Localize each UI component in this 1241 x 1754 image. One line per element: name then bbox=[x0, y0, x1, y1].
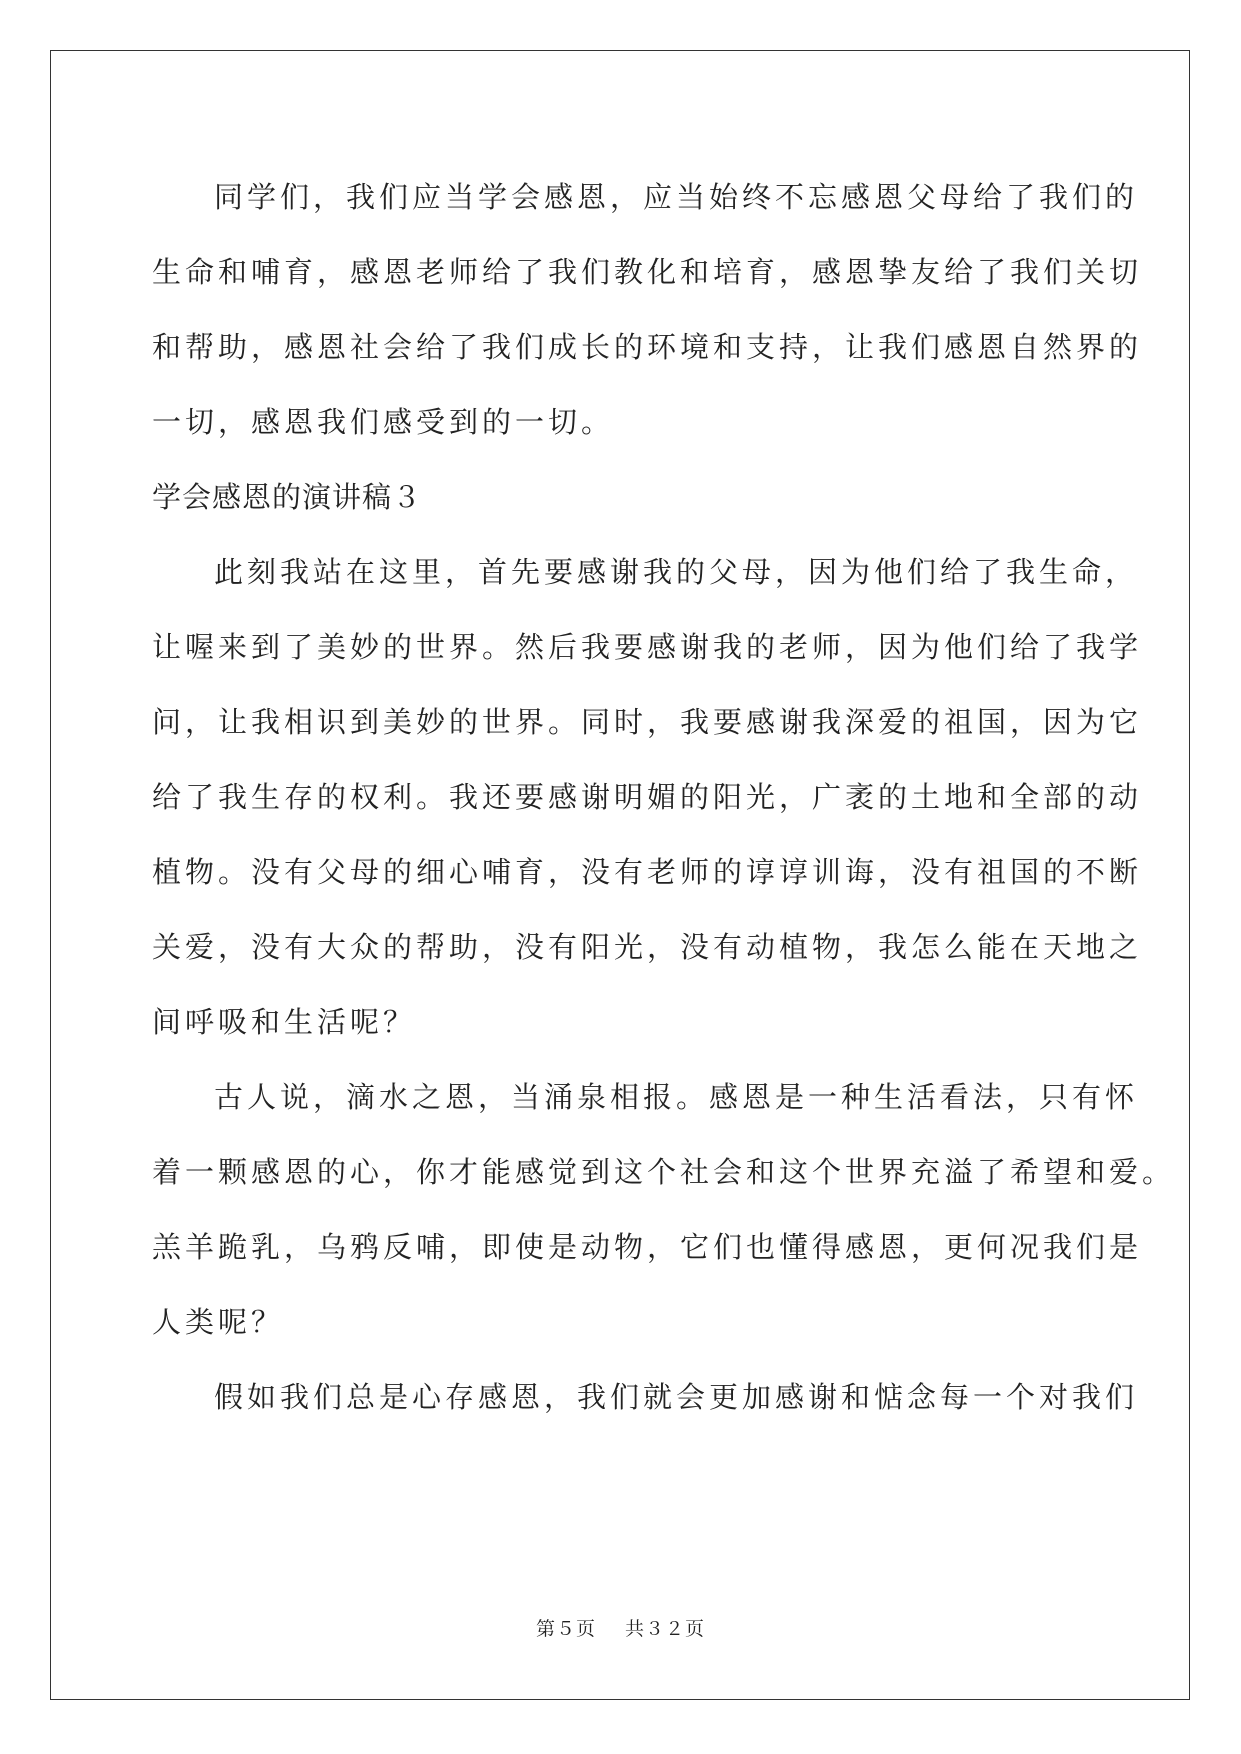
body-line: 羔羊跪乳，乌鸦反哺，即使是动物，它们也懂得感恩，更何况我们是 bbox=[152, 1230, 1143, 1264]
body-line: 生命和哺育，感恩老师给了我们教化和培育，感恩挚友给了我们关切 bbox=[152, 255, 1143, 289]
body-line: 关爱，没有大众的帮助，没有阳光，没有动植物，我怎么能在天地之 bbox=[152, 930, 1143, 964]
body-line: 给了我生存的权利。我还要感谢明媚的阳光，广袤的土地和全部的动 bbox=[152, 780, 1143, 814]
body-line: 问，让我相识到美妙的世界。同时，我要感谢我深爱的祖国，因为它 bbox=[152, 705, 1143, 739]
body-line: 让喔来到了美妙的世界。然后我要感谢我的老师，因为他们给了我学 bbox=[152, 630, 1143, 664]
page-number: 第５页 bbox=[535, 1618, 596, 1640]
body-line: 古人说，滴水之恩，当涌泉相报。感恩是一种生活看法，只有怀 bbox=[214, 1080, 1139, 1114]
body-line: 和帮助，感恩社会给了我们成长的环境和支持，让我们感恩自然界的 bbox=[152, 330, 1143, 364]
body-line: 人类呢？ bbox=[152, 1305, 285, 1339]
body-line: 植物。没有父母的细心哺育，没有老师的谆谆训诲，没有祖国的不断 bbox=[152, 855, 1143, 889]
body-line: 一切，感恩我们感受到的一切。 bbox=[152, 405, 615, 439]
body-line: 间呼吸和生活呢？ bbox=[152, 1005, 417, 1039]
page-footer bbox=[0, 1614, 1241, 1641]
section-heading: 学会感恩的演讲稿３ bbox=[152, 480, 423, 514]
page-total: 共３２页 bbox=[625, 1618, 706, 1640]
body-line: 着一颗感恩的心，你才能感觉到这个社会和这个世界充溢了希望和爱。 bbox=[152, 1155, 1176, 1189]
body-line: 假如我们总是心存感恩，我们就会更加感谢和惦念每一个对我们 bbox=[214, 1380, 1139, 1414]
document-body bbox=[152, 160, 1176, 1435]
body-line: 此刻我站在这里，首先要感谢我的父母，因为他们给了我生命， bbox=[214, 555, 1139, 589]
body-line: 同学们，我们应当学会感恩，应当始终不忘感恩父母给了我们的 bbox=[214, 180, 1139, 214]
